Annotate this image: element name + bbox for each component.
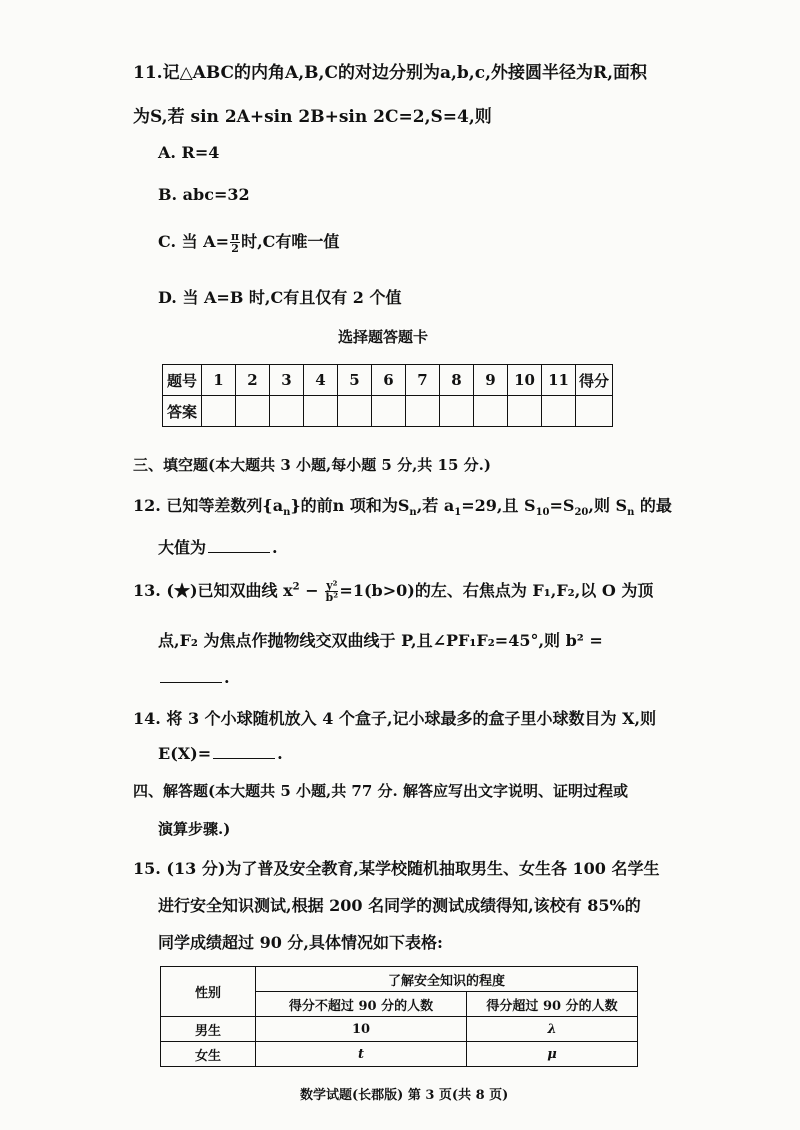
answer-card-number: 4 [304,365,338,396]
q12-line2: 大值为 . [158,538,278,557]
section4-heading-line1: 四、解答题(本大题共 5 小题,共 77 分. 解答应写出文字说明、证明过程或 [133,782,628,800]
answer-card-title: 选择题答题卡 [338,328,429,346]
answer-card-score-label: 得分 [576,365,613,396]
q11-line2: 为S,若 sin 2A+sin 2B+sin 2C=2,S=4,则 [133,107,492,127]
q12-line1: 12. 已知等差数列$\{a_n\}$的前n 项和为$S_n$,若 $a_1=29$,且 $S_{10}=S_{20}$,则 $S_n$ 的最 [133,496,672,519]
q13-line3: . [158,668,230,687]
answer-card-row2-label: 答案 [163,396,202,427]
table-header-gender: 性别 [161,967,256,1017]
q13-line1: 13. (★)已知双曲线 $x^2$ − $\frac{\text{y²}}{\text{b²}}$ =1(b>0)的左、右焦点为 F₁,F₂,以 O 为顶 [133,579,654,604]
y2-over-b2-fraction: $\frac{\text{y²}}{\text{b²}}$ [325,579,339,604]
table-cell-gender: 男生 [161,1017,256,1042]
answer-cell [202,396,236,427]
answer-card-number: 1 [202,365,236,396]
answer-card-row1-label: 题号 [163,365,202,396]
table-cell-low: t [256,1042,467,1067]
q15-data-table [160,966,638,1067]
table-cell-gender: 女生 [161,1042,256,1067]
section3-heading: 三、填空题(本大题共 3 小题,每小题 5 分,共 15 分.) [133,456,491,474]
answer-card-number: 11 [542,365,576,396]
answer-card-number: 7 [406,365,440,396]
q15-line1: 15. (13 分)为了普及安全教育,某学校随机抽取男生、女生各 100 名学生 [133,859,660,878]
answer-cell [372,396,406,427]
q15-line3: 同学成绩超过 90 分,具体情况如下表格: [158,933,443,952]
table-row [161,1042,638,1067]
answer-card-table [162,364,613,427]
score-cell [576,396,613,427]
answer-cell [270,396,304,427]
table-cell-high: μ [467,1042,638,1067]
q13-line2: 点,F₂ 为焦点作抛物线交双曲线于 P,且∠PF₁F₂=45°,则 b² = [158,631,603,650]
answer-card-number: 9 [474,365,508,396]
answer-cell [304,396,338,427]
answer-cell [474,396,508,427]
answer-card-number-row [163,365,613,396]
q14-answer-blank[interactable] [213,744,275,759]
table-row [161,1017,638,1042]
q14-line2: E(X)= . [158,744,283,763]
answer-card-number: 3 [270,365,304,396]
answer-card-number: 2 [236,365,270,396]
answer-cell [508,396,542,427]
answer-card-answer-row [163,396,613,427]
pi-over-2-fraction: $\frac{\pi}{2}$ [231,230,240,255]
q14-line1: 14. 将 3 个小球随机放入 4 个盒子,记小球最多的盒子里小球数目为 X,则 [133,709,657,728]
q11-line1: 11.记△ABC的内角A,B,C的对边分别为a,b,c,外接圆半径为R,面积 [133,63,648,83]
answer-cell [236,396,270,427]
q15-line2: 进行安全知识测试,根据 200 名同学的测试成绩得知,该校有 85%的 [158,896,641,915]
answer-card-number: 5 [338,365,372,396]
answer-cell [406,396,440,427]
table-cell-high: λ [467,1017,638,1042]
answer-card-number: 6 [372,365,406,396]
table-header-low: 得分不超过 90 分的人数 [256,992,467,1017]
q12-answer-blank[interactable] [208,538,270,553]
table-header-high: 得分超过 90 分的人数 [467,992,638,1017]
q13-answer-blank[interactable] [160,668,222,683]
answer-card-number: 10 [508,365,542,396]
q11-option-a: A. R=4 [158,143,220,162]
page-footer: 数学试题(长郡版) 第 3 页(共 8 页) [300,1088,509,1103]
answer-card-number: 8 [440,365,474,396]
answer-cell [542,396,576,427]
answer-cell [338,396,372,427]
section4-heading-line2: 演算步骤.) [158,820,231,838]
q11-option-c: C. 当 A= $\frac{\pi}{2}$ 时,C有唯一值 [158,230,340,255]
q11-option-d: D. 当 A=B 时,C有且仅有 2 个值 [158,288,402,307]
q11-option-b: B. abc=32 [158,185,250,204]
table-cell-low: 10 [256,1017,467,1042]
answer-cell [440,396,474,427]
table-group-header: 了解安全知识的程度 [256,967,638,992]
